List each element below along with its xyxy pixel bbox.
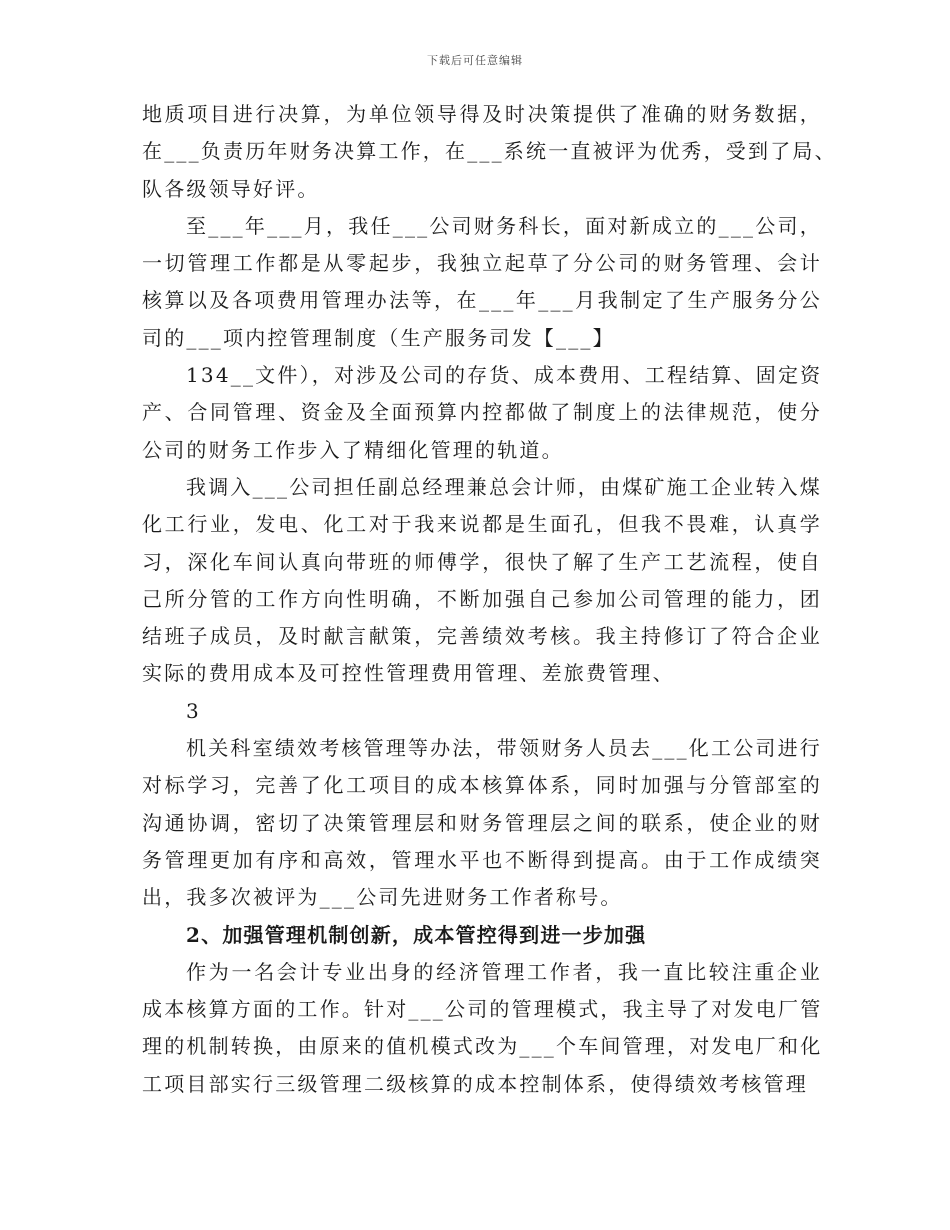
paragraph [142, 954, 822, 1103]
text-line: 出，我多次被评为___公司先进财务工作者称号。 [142, 885, 623, 910]
page-header: 下载后可任意编辑 [427, 54, 523, 67]
text-line: 134__文件），对涉及公司的存货、成本费用、工程结算、固定资 [186, 363, 823, 388]
text-line: 理的机制转换，由原来的值机模式改为___个车间管理，对发电厂和化 [142, 1034, 823, 1059]
text-line: 核算以及各项费用管理办法等，在___年___月我制定了生产服务分公 [142, 288, 822, 313]
text-line: 公司的财务工作步入了精细化管理的轨道。 [142, 437, 564, 462]
text-line: 实际的费用成本及可控性管理费用管理、差旅费管理、 [142, 661, 675, 686]
text-line: 结班子成员，及时献言献策，完善绩效考核。我主持修订了符合企业 [142, 624, 822, 649]
text-line: 2、加强管理机制创新，成本管控得到进一步加强 [186, 922, 647, 947]
text-line: 一切管理工作都是从零起步，我独立起草了分公司的财务管理、会计 [142, 251, 822, 276]
text-line: 务管理更加有序和高效，管理水平也不断得到提高。由于工作成绩突 [142, 847, 822, 872]
text-line: 作为一名会计专业出身的经济管理工作者，我一直比较注重企业 [186, 959, 822, 984]
text-line: 机关科室绩效考核管理等办法，带领财务人员去___化工公司进行 [186, 736, 822, 761]
paragraph [142, 208, 822, 357]
paragraph [142, 357, 822, 469]
text-line: 化工行业，发电、化工对于我来说都是生面孔，但我不畏难，认真学 [142, 512, 822, 537]
text-line: 对标学习，完善了化工项目的成本核算体系，同时加强与分管部室的 [142, 773, 822, 798]
text-line: 在___负责历年财务决算工作，在___系统一直被评为优秀，受到了局、 [142, 139, 837, 164]
text-line: 3 [186, 698, 201, 723]
text-line: 成本核算方面的工作。针对___公司的管理模式，我主导了对发电厂管 [142, 997, 823, 1022]
text-line: 司的___项内控管理制度（生产服务司发【___】 [142, 325, 615, 350]
text-line: 沟通协调，密切了决策管理层和财务管理层之间的联系，使企业的财 [142, 810, 822, 835]
paragraph [142, 693, 822, 730]
text-line: 队各级领导好评。 [142, 176, 320, 201]
section-heading [142, 917, 822, 954]
document-body [142, 96, 837, 1103]
text-line: 工项目部实行三级管理二级核算的成本控制体系，使得绩效考核管理 [142, 1071, 808, 1096]
text-line: 我调入___公司担任副总经理兼总会计师，由煤矿施工企业转入煤 [186, 474, 822, 499]
text-line: 至___年___月，我任___公司财务科长，面对新成立的___公司， [186, 213, 822, 238]
paragraph [142, 469, 822, 693]
text-line: 产、合同管理、资金及全面预算内控都做了制度上的法律规范，使分 [142, 400, 822, 425]
text-line: 习，深化车间认真向带班的师傅学，很快了解了生产工艺流程，使自 [142, 549, 822, 574]
text-line: 地质项目进行决算，为单位领导得及时决策提供了准确的财务数据， [142, 102, 822, 126]
paragraph [142, 96, 837, 208]
paragraph [142, 730, 822, 916]
text-line: 己所分管的工作方向性明确，不断加强自己参加公司管理的能力，团 [142, 586, 822, 611]
